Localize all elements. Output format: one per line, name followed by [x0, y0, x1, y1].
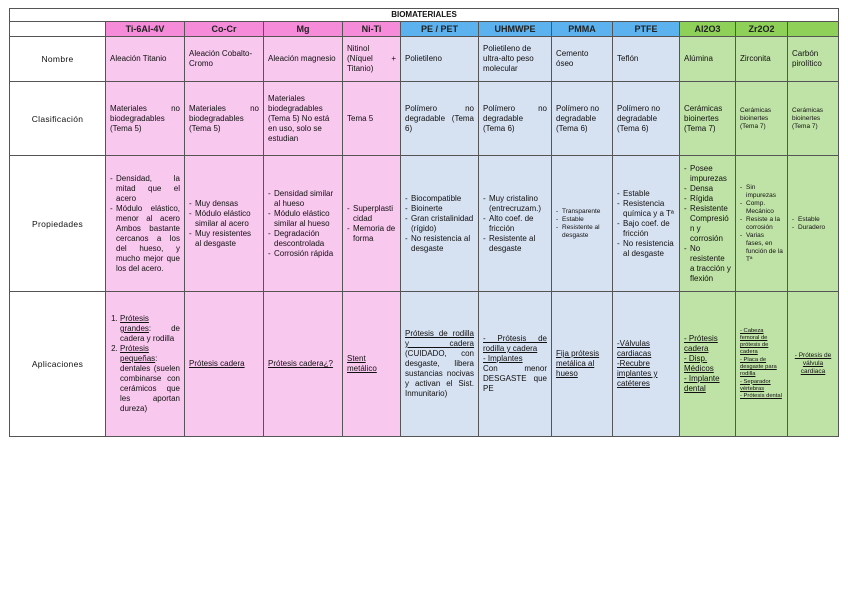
row-label-aplicaciones: Aplicaciones [10, 292, 106, 437]
clasificacion-ti: Materiales no biodegradables (Tema 5) [106, 82, 185, 156]
clasificacion-al2o3: Cerámicas bioinertes (Tema 7) [680, 82, 736, 156]
header-corner [10, 22, 106, 37]
prop-zr2o2-2: - Resiste a la corrosión [740, 216, 783, 232]
prop-al2o3-4: - No resistente a tracción y flexión [684, 244, 731, 284]
header-pmma: PMMA [552, 22, 613, 37]
apl-al2o3-c: - Implante dental [684, 374, 720, 393]
prop-al2o3-1: - Densa [684, 184, 731, 194]
propiedades-niti [343, 156, 401, 292]
prop-pe-3: - No resistencia al desgaste [405, 234, 474, 254]
prop-ti-0: - Densidad, la mitad que el acero [110, 174, 180, 204]
apl-ti-1-term: Prótesis grandes [120, 314, 149, 333]
prop-uhmwpe-1: - Alto coef. de fricción [483, 214, 547, 234]
prop-ptfe-2: - Bajo coef. de fricción [617, 219, 675, 239]
prop-uhmwpe-2: - Resistente al desgaste [483, 234, 547, 254]
aplicaciones-carbon: - Prótesis de válvula cardiaca [788, 292, 839, 437]
nombre-ptfe: Teflón [613, 37, 680, 82]
row-clasificacion [10, 82, 839, 156]
nombre-mg: Aleación magnesio [264, 37, 343, 82]
aplicaciones-ptfe [613, 292, 680, 437]
apl-al2o3-b: - Disp. Médicos [684, 354, 714, 373]
prop-niti-0: - Superplasticidad [347, 204, 396, 224]
prop-pmma-0: - Transparente [556, 208, 608, 216]
apl-zr2o2-b: - Placa de desgaste para rodilla [740, 356, 777, 378]
table-title: BIOMATERIALES [10, 9, 839, 22]
nombre-zr2o2: Zirconita [736, 37, 788, 82]
apl-pe-rest: (CUIDADO, con desgaste, libera sustancias nocivas y activan el Sist. Inmunitario) [405, 349, 474, 398]
apl-ti-2 [120, 344, 180, 414]
header-mg: Mg [264, 22, 343, 37]
prop-al2o3-0: - Posee impurezas [684, 164, 731, 184]
clasificacion-zr2o2: Cerámicas bioinertes (Tema 7) [736, 82, 788, 156]
biomateriales-sheet [9, 8, 838, 437]
prop-pmma-1: - Estable [556, 216, 608, 224]
prop-mg-2: - Degradación descontrolada [268, 229, 338, 249]
prop-al2o3-3: - Resistente Compresión y corrosión [684, 204, 731, 244]
header-carbon [788, 22, 839, 37]
header-ti: Ti-6Al-4V [106, 22, 185, 37]
header-uhmwpe: UHMWPE [479, 22, 552, 37]
header-zr2o2: Zr2O2 [736, 22, 788, 37]
clasificacion-mg: Materiales biodegradables (Tema 5) No está en uso, solo se estudian [264, 82, 343, 156]
propiedades-ptfe [613, 156, 680, 292]
aplicaciones-pmma: Fija prótesis metálica al hueso [552, 292, 613, 437]
prop-carbon-1: - Duradero [792, 224, 834, 232]
clasificacion-ptfe: Polímero no degradable (Tema 6) [613, 82, 680, 156]
row-label-propiedades: Propiedades [10, 156, 106, 292]
aplicaciones-niti: Stent metálico [343, 292, 401, 437]
propiedades-pe [401, 156, 479, 292]
apl-zr2o2-a: - Cabeza femoral de prótesis de cadera [740, 327, 769, 356]
aplicaciones-uhmwpe [479, 292, 552, 437]
prop-cocr-0: - Muy densas [189, 199, 259, 209]
apl-uhmwpe-c: Con menor DESGASTE que PE [483, 364, 547, 393]
prop-zr2o2-1: - Comp. Mecánico [740, 200, 783, 216]
prop-uhmwpe-0: - Muy cristalino (entrecruzam.) [483, 194, 547, 214]
row-aplicaciones [10, 292, 839, 437]
propiedades-uhmwpe [479, 156, 552, 292]
row-propiedades [10, 156, 839, 292]
prop-pe-1: - Bioinerte [405, 204, 474, 214]
prop-pe-2: - Gran cristalinidad (rígido) [405, 214, 474, 234]
propiedades-cocr [185, 156, 264, 292]
propiedades-carbon [788, 156, 839, 292]
prop-mg-1: - Módulo elástico similar al hueso [268, 209, 338, 229]
aplicaciones-ti [106, 292, 185, 437]
apl-pe-term: Prótesis de rodilla y cadera [405, 329, 474, 348]
apl-uhmwpe-a: - Prótesis de rodilla y cadera [483, 334, 547, 353]
header-row [10, 22, 839, 37]
aplicaciones-mg: Prótesis cadera¿? [264, 292, 343, 437]
apl-ptfe-b: -Recubre implantes y catéteres [617, 359, 658, 388]
biomateriales-table [9, 8, 839, 437]
prop-ptfe-3: - No resistencia al desgaste [617, 239, 675, 259]
nombre-al2o3: Alúmina [680, 37, 736, 82]
nombre-ti: Aleación Titanio [106, 37, 185, 82]
row-label-clasificacion: Clasificación [10, 82, 106, 156]
prop-ti-1: - Módulo elástico, menor al acero Ambos bastante cercanos a los del hueso, y mucho mejor que los del acero. [110, 204, 180, 274]
clasificacion-niti: Tema 5 [343, 82, 401, 156]
propiedades-al2o3 [680, 156, 736, 292]
nombre-uhmwpe: Polietileno de ultra-alto peso molecular [479, 37, 552, 82]
propiedades-mg [264, 156, 343, 292]
apl-ptfe-a: -Válvulas cardiacas [617, 339, 652, 358]
nombre-cocr: Aleación Cobalto-Cromo [185, 37, 264, 82]
clasificacion-carbon: Cerámicas bioinertes (Tema 7) [788, 82, 839, 156]
nombre-pmma: Cemento óseo [552, 37, 613, 82]
propiedades-zr2o2 [736, 156, 788, 292]
header-ptfe: PTFE [613, 22, 680, 37]
aplicaciones-zr2o2 [736, 292, 788, 437]
propiedades-pmma [552, 156, 613, 292]
aplicaciones-cocr: Prótesis cadera [185, 292, 264, 437]
header-niti: Ni-Ti [343, 22, 401, 37]
apl-ti-2-term: Prótesis pequeñas [120, 344, 156, 363]
prop-zr2o2-0: - Sin impurezas [740, 184, 783, 200]
prop-mg-0: - Densidad similar al hueso [268, 189, 338, 209]
apl-ti-1-rest: : de cadera y rodilla [120, 324, 180, 343]
header-al2o3: Al2O3 [680, 22, 736, 37]
apl-uhmwpe-b: - Implantes [483, 354, 523, 363]
prop-cocr-1: - Módulo elástico similar al acero [189, 209, 259, 229]
prop-zr2o2-3: - Varias fases, en función de la Tª [740, 232, 783, 264]
clasificacion-pe: Polímero no degradable (Tema 6) [401, 82, 479, 156]
row-label-nombre: Nombre [10, 37, 106, 82]
apl-ti-2-rest: : dentales (suelen combinarse con cerámicos que les aportan dureza) [120, 354, 180, 413]
apl-al2o3-a: - Prótesis cadera [684, 334, 718, 353]
prop-mg-3: - Corrosión rápida [268, 249, 338, 259]
apl-zr2o2-c: - Separador vértebras [740, 378, 771, 392]
prop-niti-1: - Memoria de forma [347, 224, 396, 244]
clasificacion-cocr: Materiales no biodegradables (Tema 5) [185, 82, 264, 156]
prop-ptfe-0: - Estable [617, 189, 675, 199]
row-nombre [10, 37, 839, 82]
prop-al2o3-2: - Rígida [684, 194, 731, 204]
prop-cocr-2: - Muy resistentes al desgaste [189, 229, 259, 249]
apl-zr2o2-d: - Prótesis dental [740, 393, 782, 400]
propiedades-ti [106, 156, 185, 292]
clasificacion-pmma: Polímero no degradable (Tema 6) [552, 82, 613, 156]
apl-ti-1 [120, 314, 180, 344]
prop-pe-0: - Biocompatible [405, 194, 474, 204]
header-cocr: Co-Cr [185, 22, 264, 37]
prop-ptfe-1: - Resistencia química y a Tª [617, 199, 675, 219]
prop-carbon-0: - Estable [792, 216, 834, 224]
nombre-niti: Nitinol (Níquel + Titanio) [343, 37, 401, 82]
prop-pmma-2: - Resistente al desgaste [556, 224, 608, 240]
nombre-pe: Polietileno [401, 37, 479, 82]
clasificacion-uhmwpe: Polímero no degradable (Tema 6) [479, 82, 552, 156]
aplicaciones-al2o3 [680, 292, 736, 437]
aplicaciones-pe [401, 292, 479, 437]
nombre-carbon: Carbón pirolítico [788, 37, 839, 82]
header-pe: PE / PET [401, 22, 479, 37]
